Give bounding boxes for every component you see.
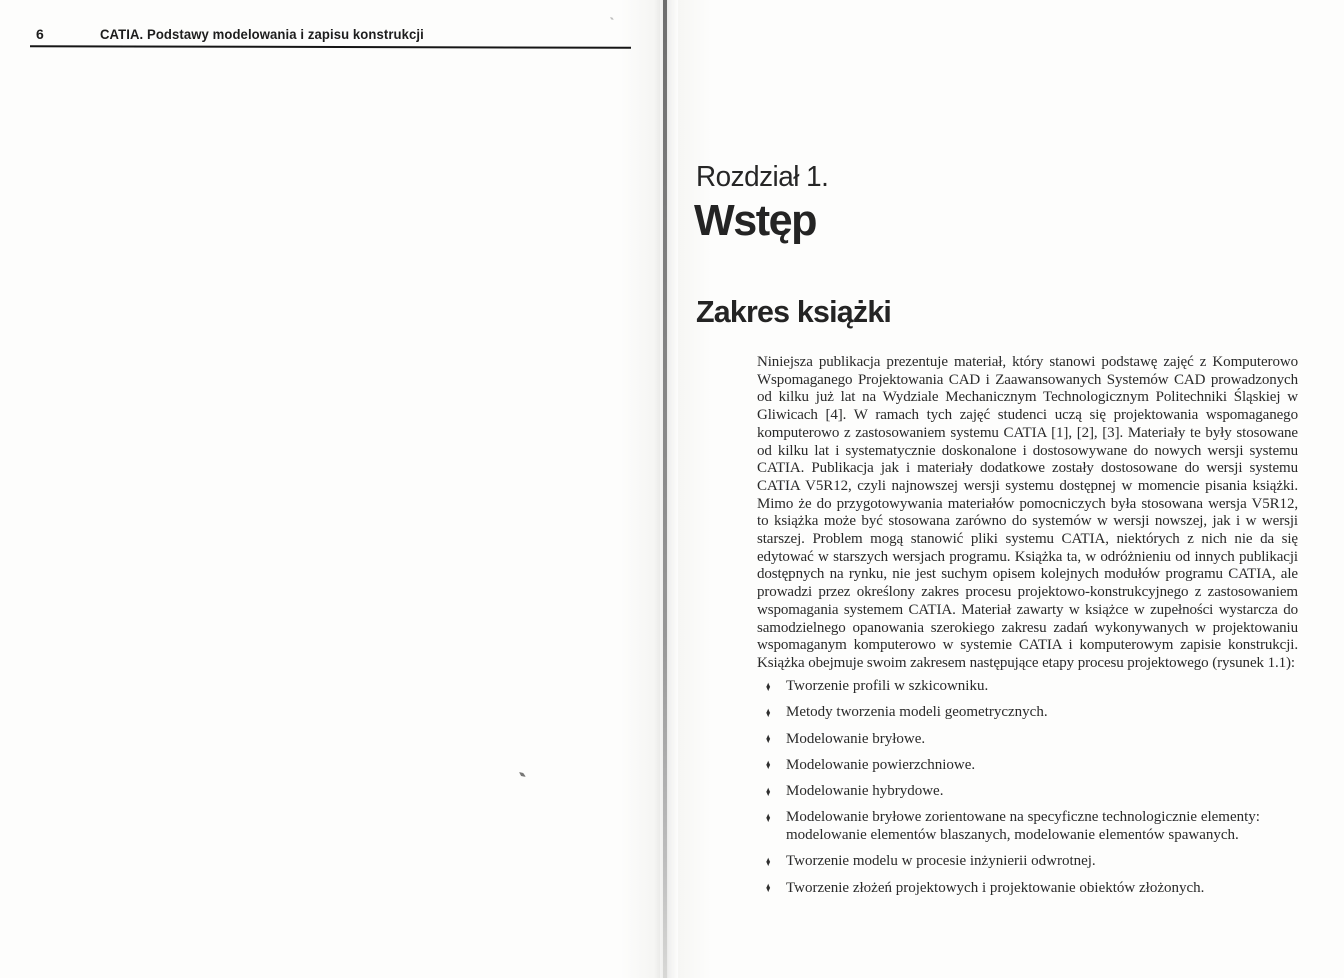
list-item [766, 704, 1300, 722]
bullet-list [766, 678, 1300, 906]
list-item-text: Modelowanie bryłowe zorientowane na specyficzne technologicznie elementy: modelowanie elementów blaszanych, modelowanie elementów spawanych. [786, 809, 1260, 844]
chapter-label: Rozdział 1. [696, 161, 829, 193]
list-item [766, 678, 1300, 696]
diamond-bullet-icon: ♦ [766, 758, 771, 774]
list-item-text: Modelowanie hybrydowe. [786, 783, 944, 800]
running-header [0, 26, 660, 46]
diamond-bullet-icon: ♦ [766, 705, 771, 721]
page-number: 6 [36, 26, 44, 42]
right-page [678, 0, 1344, 978]
list-item-text: Metody tworzenia modeli geometrycznych. [786, 704, 1048, 721]
list-item-text: Tworzenie profili w szkicowniku. [786, 678, 989, 694]
diamond-bullet-icon: ♦ [766, 881, 771, 897]
list-item [766, 731, 1300, 749]
diamond-bullet-icon: ♦ [766, 784, 771, 800]
list-item [766, 757, 1300, 775]
left-page [0, 0, 660, 978]
diamond-bullet-icon: ♦ [766, 810, 771, 826]
list-item [766, 880, 1300, 898]
gutter-shadow-line [663, 0, 667, 978]
list-item-text: Modelowanie powierzchniowe. [786, 756, 976, 773]
list-item [766, 853, 1300, 871]
body-paragraph: Niniejsza publikacja prezentuje materiał, który stanowi podstawę zajęć z Komputerowo Wspomaganego Projektowania CAD i Zaawansowanych Systemów CAD prowadzonych od kilku już lat na Wydziale Mechanicznym Technologicznym Politechniki Śląskiej w Gliwicach [4]. W ramach tych zajęć studenci uczą się projektowania wspomaganego komputerowo z zastosowaniem systemu CATIA [1], [2], [3]. Materiały te były stosowane od kilku lat i systematycznie doskonalone i dostosowywane do nowych wersji systemu CATIA. Publikacja jak i materiały dodatkowe zostały dostosowane do wersji systemu CATIA V5R12, czyli najnowszej wersji systemu dostępnej w momencie pisania książki. Mimo że do przygotowywania materiałów pomocniczych była stosowana wersja V5R12, to książka może być stosowana zarówno do systemów w wersji nowszej, jak i w wersji starszej. Problem mogą stanowić pliki systemu CATIA, niektórych z nich nie da się edytować w starszych wersjach programu. Książka ta, w odróżnieniu od innych publikacji dostępnych na rynku, nie jest suchym opisem kolejnych modułów programu CATIA, ale prowadzi przez określony zakres procesu projektowo-konstrukcyjnego z zastosowaniem wspomagania systemem CATIA. Materiał zawarty w książce w zupełności wystarcza do samodzielnego opanowania szerokiego zakresu zadań wykonywanych w projektowaniu wspomaganym komputerowo w systemie CATIA i komputerowym zapisie konstrukcji. Książka obejmuje swoim zakresem następujące etapy procesu projektowego (rysunek 1.1): [757, 354, 1298, 671]
running-header-title: CATIA. Podstawy modelowania i zapisu konstrukcji [100, 27, 424, 42]
list-item-text: Modelowanie bryłowe. [786, 730, 926, 747]
chapter-title: Wstęp [694, 196, 817, 245]
book-gutter [654, 0, 678, 978]
diamond-bullet-icon: ♦ [766, 732, 771, 748]
list-item-text: Tworzenie modelu w procesie inżynierii odwrotnej. [786, 853, 1096, 870]
list-item [766, 783, 1300, 801]
scan-speck [519, 772, 526, 777]
header-rule [30, 45, 631, 49]
section-title: Zakres książki [696, 294, 892, 329]
list-item [766, 809, 1300, 844]
diamond-bullet-icon: ♦ [766, 679, 771, 695]
diamond-bullet-icon: ♦ [766, 854, 771, 870]
scan-speck [610, 17, 614, 20]
list-item-text: Tworzenie złożeń projektowych i projektowanie obiektów złożonych. [786, 879, 1205, 896]
